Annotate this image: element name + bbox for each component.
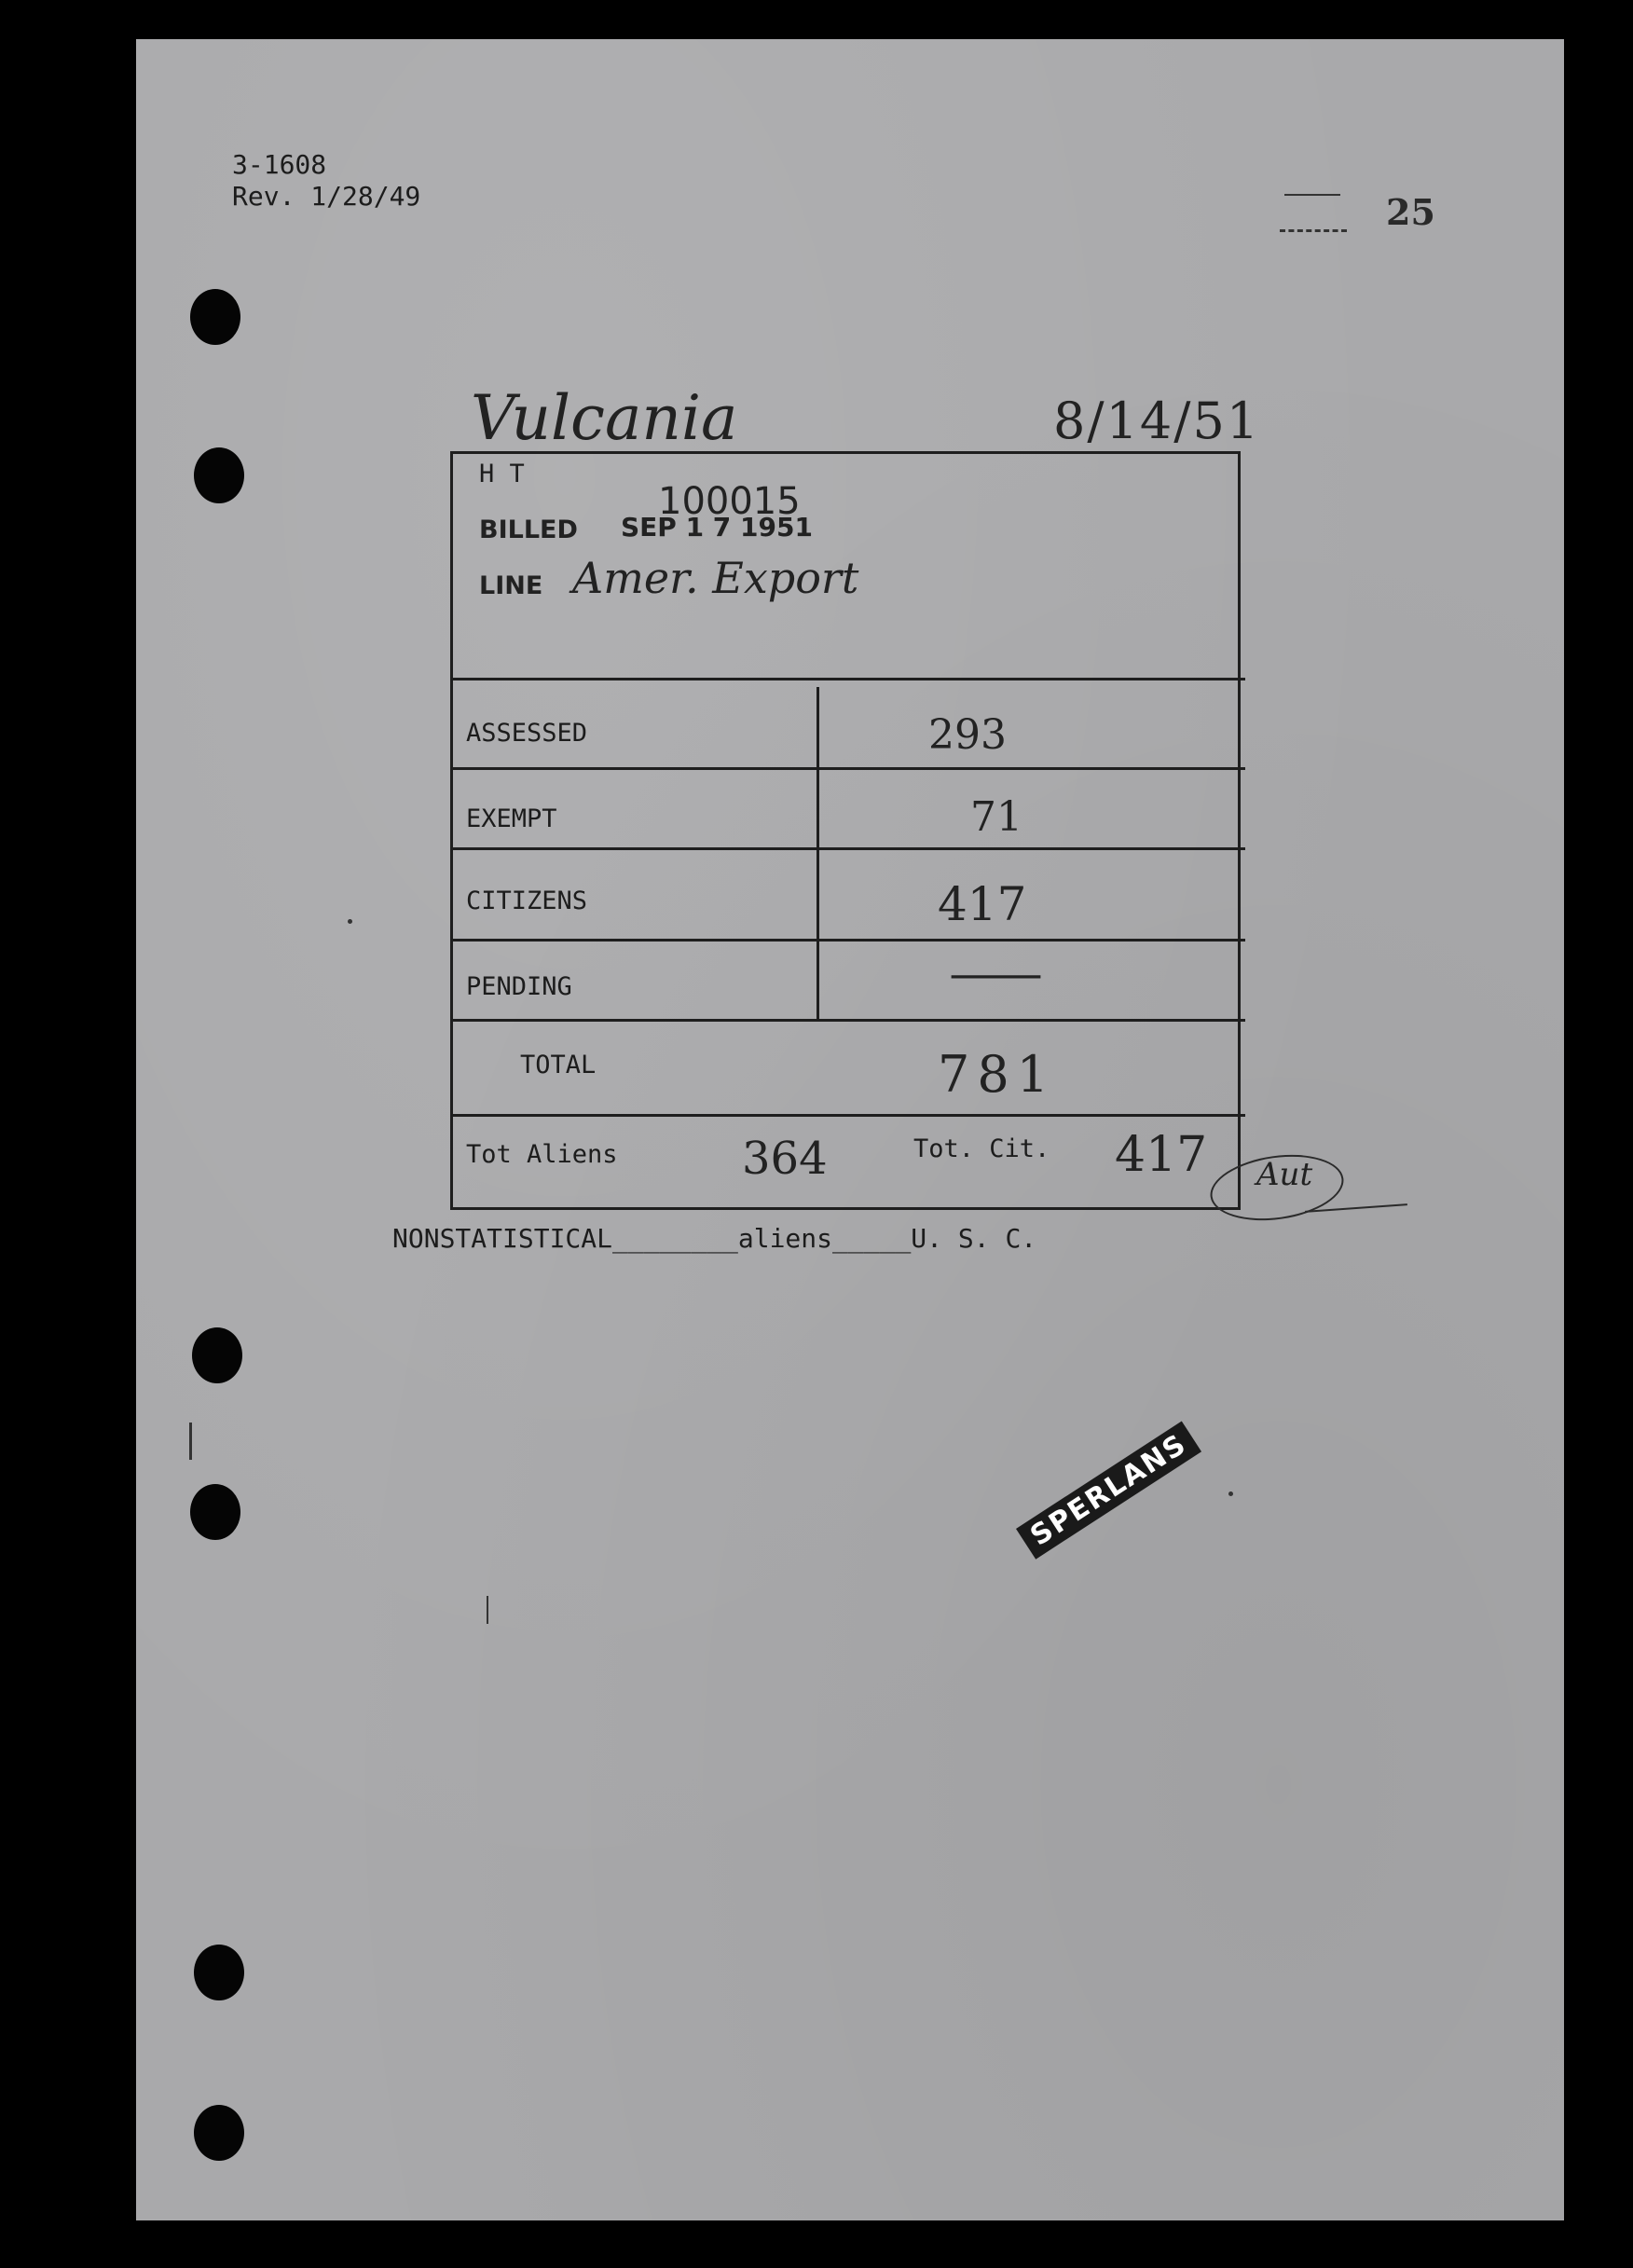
- tot-aliens-value: 364: [742, 1133, 828, 1185]
- row-divider: [453, 767, 1245, 770]
- row-divider: [453, 1019, 1245, 1022]
- pen-mark: [189, 1423, 192, 1460]
- manifest-table: [450, 451, 1241, 1210]
- form-code: [232, 149, 420, 213]
- punch-hole: [192, 1327, 242, 1383]
- column-divider: [816, 687, 819, 1019]
- assessed-value: 293: [928, 711, 1007, 759]
- initials: Aut: [1256, 1156, 1313, 1193]
- citizens-value: 417: [938, 877, 1027, 931]
- tot-cit-label: Tot. Cit.: [913, 1134, 1050, 1163]
- speck: [1228, 1491, 1233, 1496]
- punch-hole: [190, 289, 240, 345]
- total-value: 781: [938, 1045, 1057, 1104]
- billed-date-stamp: SEP 1 7 1951: [621, 512, 813, 543]
- tot-cit-value: 417: [1115, 1127, 1208, 1183]
- form-revision: Rev. 1/28/49: [232, 181, 421, 212]
- tot-aliens-label: Tot Aliens: [466, 1140, 618, 1169]
- vessel-date: 8/14/51: [1053, 392, 1261, 450]
- punch-hole: [194, 1945, 244, 2000]
- punch-hole: [190, 1484, 240, 1540]
- punch-hole: [194, 447, 244, 503]
- speck: [348, 919, 352, 924]
- assessed-label: ASSESSED: [466, 719, 588, 748]
- page-number-rule: [1284, 194, 1340, 196]
- row-divider: [453, 1114, 1245, 1117]
- nonstatistical-line: NONSTATISTICAL________aliens_____U. S. C.: [392, 1223, 1037, 1254]
- punch-hole: [194, 2105, 244, 2161]
- line-value: Amer. Export: [572, 553, 859, 603]
- received-stamp: SPERLANS: [1016, 1421, 1201, 1559]
- page-number-dash: [1280, 229, 1347, 232]
- page-number: 25: [1386, 191, 1435, 233]
- billed-label: BILLED: [479, 515, 578, 544]
- exempt-label: EXEMPT: [466, 804, 557, 833]
- row-divider: [453, 847, 1245, 850]
- citizens-label: CITIZENS: [466, 887, 588, 915]
- total-label: TOTAL: [520, 1051, 597, 1079]
- row-divider: [453, 939, 1245, 942]
- exempt-value: 71: [970, 793, 1022, 841]
- pending-label: PENDING: [466, 972, 572, 1001]
- pen-mark: [487, 1596, 488, 1624]
- pending-value: —: [947, 946, 1045, 1000]
- header-divider: [453, 678, 1245, 680]
- ht-number: 100015: [658, 480, 801, 523]
- vessel-name: Vulcania: [471, 382, 738, 454]
- ht-label: H T: [479, 460, 525, 488]
- line-label: LINE: [479, 571, 543, 600]
- form-number: 3-1608: [232, 149, 327, 180]
